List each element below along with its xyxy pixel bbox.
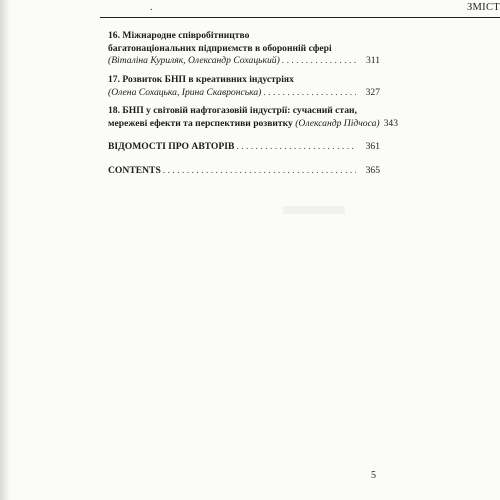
- toc-entry-authors-page: 361: [365, 141, 380, 152]
- toc-entry-16-title-line1: 16. Міжнародне співробітництво: [108, 30, 250, 41]
- page-number: 5: [371, 470, 376, 481]
- toc-entry-18-title-line2: мережеві ефекти та перспективи розвитку: [108, 117, 293, 129]
- toc-entry-contents-title: CONTENTS: [108, 165, 161, 176]
- toc-entry-18-leader: [108, 117, 398, 131]
- toc-entry-17-authors: (Олена Сохацька, Ірина Скавронська): [108, 86, 262, 98]
- toc-entry-18: [108, 105, 398, 130]
- header-rule: [100, 17, 500, 18]
- toc-entry-contents-leader: [108, 165, 380, 178]
- toc-entry-16: [108, 30, 380, 68]
- toc-entry-18-title-line2-wrap: [108, 118, 380, 131]
- running-header: ЗМІСТ: [466, 2, 500, 13]
- toc-entry-16-leader: [108, 55, 380, 68]
- dot-leader: [236, 141, 356, 154]
- toc-entry-authors: [108, 141, 380, 154]
- header-dot: .: [150, 2, 153, 13]
- toc-entry-18-title-line1: 18. БНП у світовій нафтогазовій індустрії: сучасний стан,: [108, 105, 357, 116]
- dot-leader: [163, 165, 356, 178]
- toc-entry-16-page: 311: [365, 55, 380, 66]
- toc-entry-17-page: 327: [365, 86, 380, 98]
- faint-bleed-through: [283, 206, 345, 214]
- toc-entry-17-leader: [108, 87, 380, 100]
- toc-entry-authors-title: ВІДОМОСТІ ПРО АВТОРІВ: [108, 141, 235, 152]
- toc-entry-18-page: 343: [383, 117, 398, 129]
- toc-entry-contents-page: 365: [365, 165, 380, 176]
- dot-leader: [282, 55, 356, 68]
- toc-entry-16-authors: (Віталіна Куриляк, Олександр Сохацький): [108, 55, 280, 66]
- toc-entry-16-title-line2: багатонаціональних підприємств в оборонній сфері: [108, 42, 332, 54]
- toc-entry-17: [108, 74, 380, 99]
- toc-entry-17-title-line1: 17. Розвиток БНП в креативних індустріях: [108, 74, 294, 85]
- toc-entry-18-authors: (Олександр Підчоса): [295, 117, 380, 129]
- dot-leader: [263, 87, 356, 100]
- page-binding-shadow: [0, 0, 10, 500]
- toc-entry-contents: [108, 165, 380, 178]
- toc-entry-authors-leader: [108, 141, 380, 154]
